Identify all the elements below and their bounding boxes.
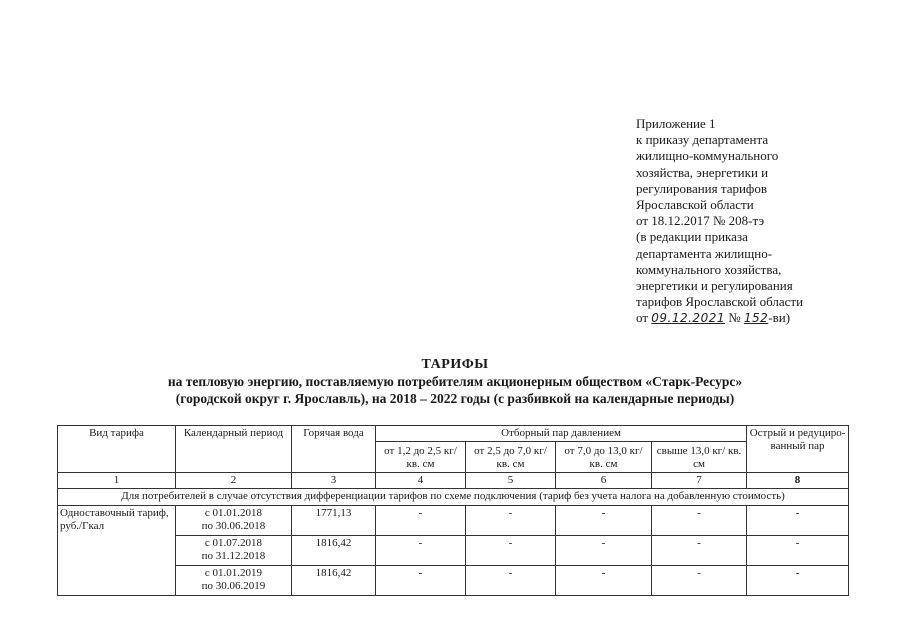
- value-cell: -: [376, 506, 466, 536]
- value-cell: -: [652, 566, 747, 596]
- value-cell: -: [556, 566, 652, 596]
- appendix-final-prefix: от: [636, 310, 649, 326]
- column-number: 8: [747, 473, 849, 489]
- hot-water-value: 1771,13: [292, 506, 376, 536]
- column-number: 7: [652, 473, 747, 489]
- header-tariff-type: Вид тарифа: [58, 426, 176, 473]
- hot-water-value: 1816,42: [292, 566, 376, 596]
- header-sharp-steam: Острый и редуциро-ванный пар: [747, 426, 849, 473]
- period-to: по 30.06.2018: [201, 520, 266, 532]
- number-sign: №: [728, 310, 741, 326]
- hot-water-value: 1816,42: [292, 536, 376, 566]
- table-row: [58, 536, 849, 566]
- appendix-line: Приложение 1: [636, 116, 716, 131]
- section-label: Для потребителей в случае отсутствия дифференциации тарифов по схеме подключения (тариф без учета налога на добавленную стоимость): [58, 489, 849, 506]
- column-number: 2: [176, 473, 292, 489]
- header-steam-1: от 1,2 до 2,5 кг/ кв. см: [376, 442, 466, 473]
- appendix-line: коммунального хозяйства,: [636, 261, 782, 277]
- title-line-1: на тепловую энергию, поставляемую потребителям акционерным обществом «Старк-Ресурс»: [167, 374, 743, 389]
- appendix-line: жилищно-коммунального: [636, 148, 779, 164]
- period-cell: [176, 566, 292, 596]
- header-row: [58, 426, 849, 442]
- column-number: 4: [376, 473, 466, 489]
- header-steam-3: от 7,0 до 13,0 кг/ кв. см: [556, 442, 652, 473]
- appendix-line: хозяйства, энергетики и: [636, 164, 769, 180]
- value-cell: -: [466, 506, 556, 536]
- value-cell: -: [466, 536, 556, 566]
- header-steam-group: Отборный пар давлением: [376, 426, 747, 442]
- title-line-2: (городской округ г. Ярославль), на 2018 – 2022 годы (с разбивкой на календарные периоды): [175, 391, 735, 406]
- period-from: с 01.07.2018: [204, 537, 263, 549]
- appendix-line: тарифов Ярославской области: [636, 294, 804, 310]
- appendix-line: к приказу департамента: [636, 132, 769, 148]
- handwritten-date: 09.12.2021: [651, 311, 725, 326]
- section-row: [58, 489, 849, 506]
- handwritten-number: 152: [743, 311, 769, 326]
- title-main: ТАРИФЫ: [421, 357, 489, 372]
- appendix-line: департамента жилищно-: [636, 245, 773, 261]
- appendix-line: Ярославской области: [636, 197, 754, 213]
- column-number: 6: [556, 473, 652, 489]
- value-cell: -: [747, 566, 849, 596]
- appendix-line: энергетики и регулирования: [636, 278, 793, 294]
- tariffs-table: [57, 425, 849, 596]
- value-cell: -: [747, 506, 849, 536]
- header-steam-2: от 2,5 до 7,0 кг/ кв. см: [466, 442, 556, 473]
- column-number: 1: [58, 473, 176, 489]
- appendix-line: регулирования тарифов: [636, 180, 767, 196]
- appendix-line: (в редакции приказа: [636, 229, 748, 245]
- period-from: с 01.01.2018: [204, 507, 263, 519]
- value-cell: -: [376, 536, 466, 566]
- value-cell: -: [652, 536, 747, 566]
- tariff-name: Одноставочный тариф, руб./Гкал: [58, 506, 176, 596]
- value-cell: -: [556, 536, 652, 566]
- table-row: [58, 566, 849, 596]
- value-cell: -: [556, 506, 652, 536]
- value-cell: -: [376, 566, 466, 596]
- column-number: 5: [466, 473, 556, 489]
- column-number: 3: [292, 473, 376, 489]
- period-to: по 31.12.2018: [201, 550, 266, 562]
- period-cell: [176, 506, 292, 536]
- appendix-final-line: [636, 310, 886, 326]
- column-number-row: [58, 473, 849, 489]
- period-cell: [176, 536, 292, 566]
- appendix-line: от 18.12.2017 № 208-тэ: [636, 213, 765, 229]
- header-hot-water: Горячая вода: [292, 426, 376, 473]
- value-cell: -: [652, 506, 747, 536]
- period-to: по 30.06.2019: [201, 580, 266, 592]
- document-title: [60, 356, 850, 407]
- value-cell: -: [747, 536, 849, 566]
- appendix-block: [636, 116, 886, 327]
- value-cell: -: [466, 566, 556, 596]
- appendix-final-suffix: -ви): [768, 310, 791, 326]
- header-steam-4: свыше 13,0 кг/ кв. см: [652, 442, 747, 473]
- table-row: [58, 506, 849, 536]
- header-calendar-period: Календарный период: [176, 426, 292, 473]
- period-from: с 01.01.2019: [204, 567, 263, 579]
